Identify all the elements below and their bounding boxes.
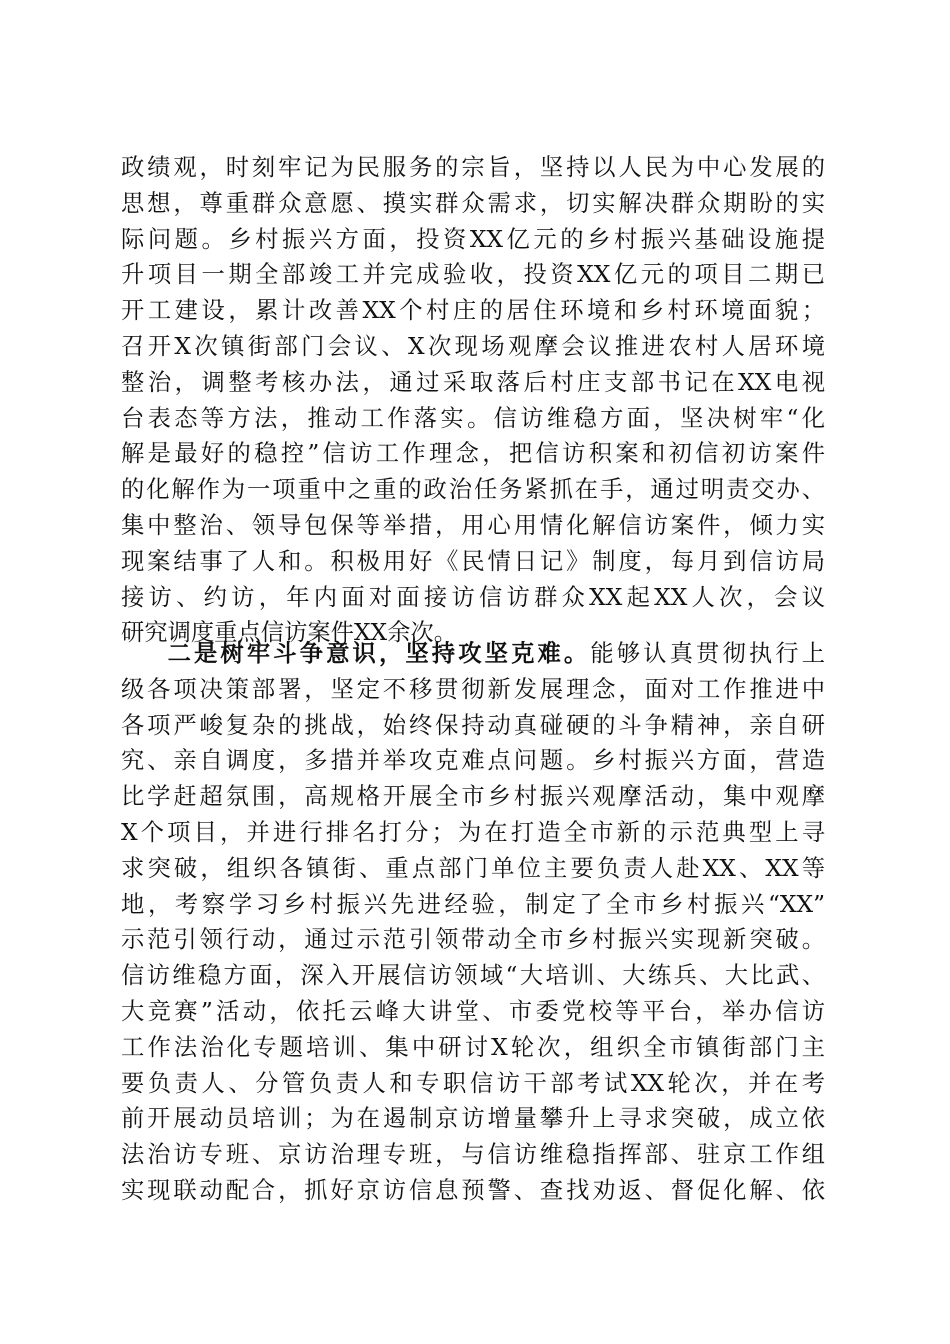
paragraph-line: 前开展动员培训；为在遏制京访增量攀升上寻求突破，成立依: [121, 1105, 825, 1133]
paragraph-line: 际问题。乡村振兴方面，投资XX亿元的乡村振兴基础设施提: [121, 225, 825, 253]
paragraph-line: 大竞赛”活动，依托云峰大讲堂、市委党校等平台，举办信访: [121, 997, 825, 1025]
paragraph-line: 接访、约访，年内面对面接访信访群众XX起XX人次，会议: [121, 583, 825, 611]
paragraph-first-line-text: 能够认真贯彻执行上: [590, 640, 826, 667]
paragraph-line: 集中整治、领导包保等举措，用心用情化解信访案件，倾力实: [121, 511, 825, 539]
paragraph-line: 升项目一期全部竣工并完成验收，投资XX亿元的项目二期已: [121, 261, 825, 289]
paragraph-line: 信访维稳方面，深入开展信访领域“大培训、大练兵、大比武、: [121, 962, 825, 990]
paragraph-line: 实现联动配合，抓好京访信息预警、查找劝返、督促化解、依: [121, 1176, 825, 1204]
paragraph-line: 求突破，组织各镇街、重点部门单位主要负责人赴XX、XX等: [121, 854, 825, 882]
paragraph-heading: 二是树牢斗争意识，坚持攻坚克难。: [167, 640, 591, 667]
paragraph-line: 级各项决策部署，坚定不移贯彻新发展理念，面对工作推进中: [121, 675, 825, 703]
paragraph-line: 研究调度重点信访案件XX余次。: [121, 619, 458, 647]
paragraph-line: 比学赶超氛围，高规格开展全市乡村振兴观摩活动，集中观摩: [121, 783, 825, 811]
paragraph-first-line: [121, 636, 825, 672]
paragraph-line: 地，考察学习乡村振兴先进经验，制定了全市乡村振兴“XX”: [121, 890, 825, 918]
paragraph-line: 解是最好的稳控”信访工作理念，把信访积案和初信初访案件: [121, 440, 825, 468]
paragraph-line: X个项目，并进行排名打分；为在打造全市新的示范典型上寻: [121, 818, 825, 846]
paragraph-line: 究、亲自调度，多措并举攻克难点问题。乡村振兴方面，营造: [121, 747, 825, 775]
paragraph-1: [121, 150, 825, 651]
paragraph-line: 现案结事了人和。积极用好《民情日记》制度，每月到信访局: [121, 547, 825, 575]
paragraph-line: 各项严峻复杂的挑战，始终保持动真碰硬的斗争精神，亲自研: [121, 711, 825, 739]
paragraph-line: 开工建设，累计改善XX个村庄的居住环境和乡村环境面貌；: [121, 297, 825, 325]
paragraph-line: 示范引领行动，通过示范引领带动全市乡村振兴实现新突破。: [121, 926, 825, 954]
paragraph-2: [121, 636, 825, 1209]
paragraph-line: 思想，尊重群众意愿、摸实群众需求，切实解决群众期盼的实: [121, 189, 825, 217]
paragraph-line: 要负责人、分管负责人和专职信访干部考试XX轮次，并在考: [121, 1069, 825, 1097]
paragraph-line: 法治访专班、京访治理专班，与信访维稳指挥部、驻京工作组: [121, 1141, 825, 1169]
paragraph-line: 整治，调整考核办法，通过采取落后村庄支部书记在XX电视: [121, 368, 825, 396]
paragraph-line: 召开X次镇街部门会议、X次现场观摩会议推进农村人居环境: [121, 332, 825, 360]
paragraph-line: 工作法治化专题培训、集中研讨X轮次，组织全市镇街部门主: [121, 1033, 825, 1061]
paragraph-line: 的化解作为一项重中之重的政治任务紧抓在手，通过明责交办、: [121, 476, 825, 504]
paragraph-line: 政绩观，时刻牢记为民服务的宗旨，坚持以人民为中心发展的: [121, 154, 825, 181]
paragraph-line: 台表态等方法，推动工作落实。信访维稳方面，坚决树牢“化: [121, 404, 825, 432]
